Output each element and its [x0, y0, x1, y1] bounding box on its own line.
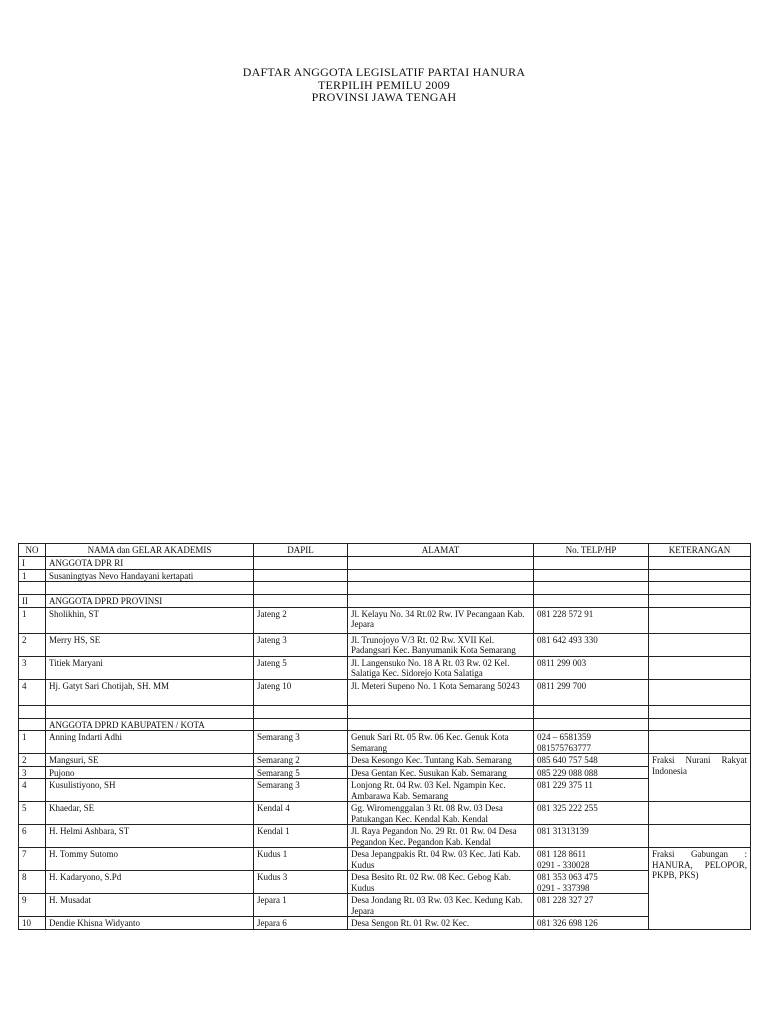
cell-dapil: Kendal 4 [254, 802, 348, 825]
cell-dapil: Jateng 2 [254, 607, 348, 633]
cell-telp [534, 569, 649, 582]
cell-nama: H. Tommy Sutomo [46, 848, 254, 871]
cell-alamat: Desa Jondang Rt. 03 Rw. 03 Kec. Kedung Kab. Jepara [348, 894, 534, 917]
cell-dapil: Semarang 3 [254, 779, 348, 802]
cell-telp: 081 353 063 475 0291 - 337398 [534, 871, 649, 894]
header-nama: NAMA dan GELAR AKADEMIS [46, 544, 254, 557]
cell-alamat: Jl. Langensuko No. 18 A Rt. 03 Rw. 02 Kel. Salatiga Kec. Sidorejo Kota Salatiga [348, 656, 534, 679]
cell-telp: 085 640 757 548 [534, 754, 649, 767]
cell-keterangan [649, 569, 751, 582]
cell-dapil: Kudus 3 [254, 871, 348, 894]
section-label: ANGGOTA DPRD KABUPATEN / KOTA [46, 718, 254, 731]
title-line-2: TERPILIH PEMILU 2009 [318, 77, 450, 92]
table-row [19, 607, 751, 633]
cell-nama: H. Musadat [46, 894, 254, 917]
table-row [19, 766, 751, 779]
table-row [19, 569, 751, 582]
cell-dapil: Semarang 2 [254, 754, 348, 767]
table-header-row [19, 544, 751, 557]
cell-nama: Khaedar, SE [46, 802, 254, 825]
cell-dapil: Jateng 3 [254, 633, 348, 656]
cell-telp: 0811 299 003 [534, 656, 649, 679]
cell-no: 10 [19, 917, 46, 930]
cell-nama: Pujono [46, 766, 254, 779]
section-no [19, 718, 46, 731]
header-telp: No. TELP/HP [534, 544, 649, 557]
cell-no: 9 [19, 894, 46, 917]
cell-telp: 0811 299 700 [534, 679, 649, 705]
cell-telp: 081 228 572 91 [534, 607, 649, 633]
cell-telp: 085 229 088 088 [534, 766, 649, 779]
header-keterangan: KETERANGAN [649, 544, 751, 557]
cell-nama: Anning Indarti Adhi [46, 731, 254, 754]
section-label: ANGGOTA DPRD PROVINSI [46, 595, 254, 608]
cell-no: 1 [19, 607, 46, 633]
cell-no: 7 [19, 848, 46, 871]
table-row [19, 679, 751, 705]
section-row-dprd-kabupaten [19, 718, 751, 731]
table-row [19, 848, 751, 871]
cell-alamat: Gg. Wiromenggalan 3 Rt. 08 Rw. 03 Desa Patukangan Kec. Kendal Kab. Kendal [348, 802, 534, 825]
section-no: I [19, 557, 46, 570]
cell-no: 3 [19, 766, 46, 779]
table-row [19, 633, 751, 656]
title-line-1: DAFTAR ANGGOTA LEGISLATIF PARTAI HANURA [242, 65, 526, 79]
document-title [0, 66, 768, 104]
table-row [19, 754, 751, 767]
cell-dapil: Kudus 1 [254, 848, 348, 871]
cell-keterangan: Fraksi Gabungan : HANURA, PELOPOR, PKPB, PKS) [649, 848, 751, 930]
cell-dapil: Semarang 5 [254, 766, 348, 779]
table-row [19, 917, 751, 930]
cell-telp: 081 642 493 330 [534, 633, 649, 656]
cell-telp: 081 228 327 27 [534, 894, 649, 917]
cell-no: 2 [19, 633, 46, 656]
cell-alamat: Desa Kesongo Kec. Tuntang Kab. Semarang [348, 754, 534, 767]
cell-no: 8 [19, 871, 46, 894]
cell-alamat: Genuk Sari Rt. 05 Rw. 06 Kec. Genuk Kota Semarang [348, 731, 534, 754]
section-label: ANGGOTA DPR RI [46, 557, 254, 570]
cell-no: 3 [19, 656, 46, 679]
cell-dapil: Semarang 3 [254, 731, 348, 754]
cell-telp: 081 31313139 [534, 825, 649, 848]
cell-alamat: Jl. Meteri Supeno No. 1 Kota Semarang 50243 [348, 679, 534, 705]
cell-nama: Merry HS, SE [46, 633, 254, 656]
table-row [19, 731, 751, 754]
cell-alamat: Desa Besito Rt. 02 Rw. 08 Kec. Gebog Kab. Kudus [348, 871, 534, 894]
cell-telp: 081 325 222 255 [534, 802, 649, 825]
cell-dapil: Jateng 5 [254, 656, 348, 679]
cell-telp: 024 – 6581359 081575763777 [534, 731, 649, 754]
cell-nama: H. Kadaryono, S.Pd [46, 871, 254, 894]
cell-alamat: Desa Sengon Rt. 01 Rw. 02 Kec. [348, 917, 534, 930]
cell-dapil: Kendal 1 [254, 825, 348, 848]
cell-keterangan: Fraksi Nurani Rakyat Indonesia [649, 754, 751, 802]
blank-row [19, 705, 751, 718]
cell-nama: Dendie Khisna Widyanto [46, 917, 254, 930]
cell-no: 1 [19, 569, 46, 582]
cell-dapil: Jepara 6 [254, 917, 348, 930]
cell-no: 4 [19, 779, 46, 802]
cell-nama: Susaningtyas Nevo Handayani kertapati [46, 569, 254, 582]
cell-nama: H. Helmi Ashbara, ST [46, 825, 254, 848]
cell-alamat: Desa Jepangpakis Rt. 04 Rw. 03 Kec. Jati Kab. Kudus [348, 848, 534, 871]
cell-alamat: Desa Gentan Kec. Susukan Kab. Semarang [348, 766, 534, 779]
cell-telp: 081 229 375 11 [534, 779, 649, 802]
cell-alamat: Jl. Raya Pegandon No. 29 Rt. 01 Rw. 04 Desa Pegandon Kec. Pegandon Kab. Kendal [348, 825, 534, 848]
cell-dapil [254, 569, 348, 582]
cell-nama: Kusulistiyono, SH [46, 779, 254, 802]
title-line-3: PROVINSI JAWA TENGAH [311, 90, 457, 104]
cell-no: 6 [19, 825, 46, 848]
section-no: II [19, 595, 46, 608]
legislator-table [18, 543, 751, 930]
header-dapil: DAPIL [254, 544, 348, 557]
cell-dapil: Jepara 1 [254, 894, 348, 917]
cell-nama: Sholikhin, ST [46, 607, 254, 633]
cell-nama: Hj. Gatyt Sari Chotijah, SH. MM [46, 679, 254, 705]
cell-no: 5 [19, 802, 46, 825]
blank-row [19, 582, 751, 595]
header-alamat: ALAMAT [348, 544, 534, 557]
table-row [19, 779, 751, 802]
cell-no: 1 [19, 731, 46, 754]
header-no: NO [19, 544, 46, 557]
section-row-dpr-ri [19, 557, 751, 570]
cell-telp: 081 326 698 126 [534, 917, 649, 930]
section-row-dprd-provinsi [19, 595, 751, 608]
cell-alamat [348, 569, 534, 582]
cell-dapil: Jateng 10 [254, 679, 348, 705]
cell-no: 4 [19, 679, 46, 705]
table-row [19, 894, 751, 917]
cell-alamat: Jl. Trunojoyo V/3 Rt. 02 Rw. XVII Kel. Padangsari Kec. Banyumanik Kota Semarang [348, 633, 534, 656]
cell-telp: 081 128 8611 0291 - 330028 [534, 848, 649, 871]
cell-nama: Titiek Maryani [46, 656, 254, 679]
table-row [19, 825, 751, 848]
table-row [19, 802, 751, 825]
table-row [19, 871, 751, 894]
table-row [19, 656, 751, 679]
cell-alamat: Jl. Kelayu No. 34 Rt.02 Rw. IV Pecangaan Kab. Jepara [348, 607, 534, 633]
cell-alamat: Lonjong Rt. 04 Rw. 03 Kel. Ngampin Kec. Ambarawa Kab. Semarang [348, 779, 534, 802]
cell-nama: Mangsuri, SE [46, 754, 254, 767]
cell-no: 2 [19, 754, 46, 767]
